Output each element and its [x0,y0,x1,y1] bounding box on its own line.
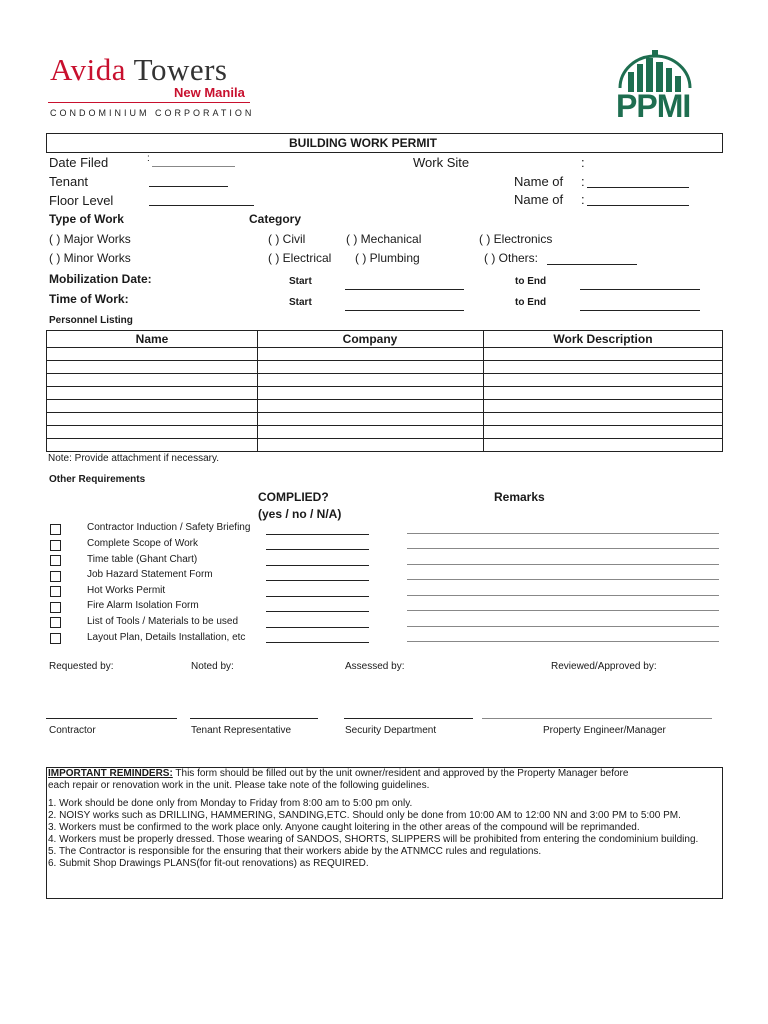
complied-field[interactable] [266,565,369,566]
requirement-label: Contractor Induction / Safety Briefing [87,522,251,533]
complied-heading: COMPLIED? [258,490,329,504]
reminder-item: 6. Submit Shop Drawings PLANS(for fit-out renovations) as REQUIRED. [48,858,369,869]
complied-field[interactable] [266,627,369,628]
tenant-rep-signature-line[interactable] [190,718,318,719]
complied-field[interactable] [266,596,369,597]
column-header-company: Company [342,332,398,346]
requirement-checkbox[interactable] [50,524,61,535]
electrical-option[interactable]: ( ) Electrical [268,251,332,265]
mobilization-start-field[interactable] [345,289,464,290]
security-signature-line[interactable] [344,718,473,719]
mobilization-start-label: Start [289,276,312,287]
complied-field[interactable] [266,580,369,581]
mobilization-end-label: to End [515,276,547,287]
other-requirements-heading: Other Requirements [49,474,146,485]
complied-field[interactable] [266,611,369,612]
time-start-field[interactable] [345,310,464,311]
reminder-item: 5. The Contractor is responsible for the ensuring that their workers abide by the ATNMCC rules and regulations. [48,846,542,857]
contractor-label: Contractor [49,725,96,736]
others-field[interactable] [547,264,637,265]
mobilization-end-field[interactable] [580,289,700,290]
name-of-field-1[interactable] [587,187,689,188]
noted-by-label: Noted by: [191,661,234,672]
reminders-intro-line-2: each repair or renovation work in the unit. Please take note of the following guidelines. [48,780,430,791]
major-works-option[interactable]: ( ) Major Works [49,232,131,246]
complied-field[interactable] [266,549,369,550]
requirement-checkbox[interactable] [50,617,61,628]
table-row[interactable] [47,399,722,400]
time-end-label: to End [515,297,547,308]
requirement-label: Complete Scope of Work [87,538,198,549]
table-row[interactable] [47,386,722,387]
requested-by-label: Requested by: [49,661,114,672]
reminders-heading: IMPORTANT REMINDERS: [48,768,173,779]
requirement-label: Layout Plan, Details Installation, etc [87,632,246,643]
table-row[interactable] [47,412,722,413]
logo-brand: Avida [50,52,126,87]
date-filed-colon: : [147,153,150,164]
remarks-field[interactable] [407,548,719,549]
date-filed-field[interactable] [152,166,235,167]
engineer-signature-line[interactable] [482,718,712,719]
table-row[interactable] [47,438,722,439]
personnel-table [46,330,723,452]
table-row[interactable] [47,347,722,348]
remarks-field[interactable] [407,626,719,627]
requirement-checkbox[interactable] [50,555,61,566]
remarks-field[interactable] [407,579,719,580]
remarks-field[interactable] [407,610,719,611]
table-row[interactable] [47,360,722,361]
floor-level-label: Floor Level [49,193,114,208]
mechanical-option[interactable]: ( ) Mechanical [346,232,422,246]
attachment-note: Note: Provide attachment if necessary. [48,453,220,464]
time-end-field[interactable] [580,310,700,311]
complied-field[interactable] [266,534,369,535]
requirement-label: Job Hazard Statement Form [87,569,213,580]
reviewed-by-label: Reviewed/Approved by: [551,661,657,672]
tenant-label: Tenant [49,174,89,189]
requirement-label: Fire Alarm Isolation Form [87,600,199,611]
requirement-label: Hot Works Permit [87,585,166,596]
name-of-colon-2: : [581,192,585,207]
remarks-field[interactable] [407,564,719,565]
complied-subheading: (yes / no / N/A) [258,507,342,521]
minor-works-option[interactable]: ( ) Minor Works [49,251,131,265]
name-of-colon-1: : [581,174,585,189]
table-row[interactable] [47,373,722,374]
logo-corporation: CONDOMINIUM CORPORATION [50,108,255,118]
logo-brand-towers: Towers [133,52,228,87]
requirement-checkbox[interactable] [50,633,61,644]
remarks-field[interactable] [407,595,719,596]
requirement-checkbox[interactable] [50,571,61,582]
category-heading: Category [249,212,302,226]
reminder-item: 3. Workers must be confirmed to the work place only. Anyone caught loitering in the other areas of the compound will be reprimanded. [48,822,640,833]
requirement-checkbox[interactable] [50,586,61,597]
avida-towers-logo [50,52,227,88]
contractor-signature-line[interactable] [46,718,177,719]
reminders-intro-line-1 [48,768,628,779]
complied-field[interactable] [266,642,369,643]
remarks-heading: Remarks [494,490,545,504]
requirement-label: List of Tools / Materials to be used [87,616,239,627]
column-divider [257,331,258,451]
column-header-name: Name [135,332,169,346]
work-site-label: Work Site [413,155,470,170]
table-row[interactable] [47,425,722,426]
reminder-item: 1. Work should be done only from Monday to Friday from 8:00 am to 5:00 pm only. [48,798,413,809]
time-start-label: Start [289,297,312,308]
electronics-option[interactable]: ( ) Electronics [479,232,553,246]
requirement-label: Time table (Ghant Chart) [87,554,198,565]
plumbing-option[interactable]: ( ) Plumbing [355,251,420,265]
others-option[interactable]: ( ) Others: [484,251,539,265]
ppmi-text: PPMI [616,88,691,124]
logo-location: New Manila [174,85,245,100]
work-site-colon: : [581,155,585,170]
name-of-label-2: Name of [514,192,564,207]
reminders-intro-text: This form should be filled out by the unit owner/resident and approved by the Property Manager before [172,768,629,779]
column-divider [483,331,484,451]
assessed-by-label: Assessed by: [345,661,405,672]
reminder-item: 2. NOISY works such as DRILLING, HAMMERING, SANDING,ETC. Should only be done from 10:00 AM to 12:00 NN and 3:00 PM to 5:00 PM. [48,810,681,821]
tenant-rep-label: Tenant Representative [191,725,292,736]
logo-divider [48,102,250,103]
ppmi-logo [612,48,698,128]
personnel-listing-heading: Personnel Listing [49,315,133,326]
remarks-field[interactable] [407,533,719,534]
time-of-work-label: Time of Work: [49,292,129,306]
civil-option[interactable]: ( ) Civil [268,232,306,246]
reminder-item: 4. Workers must be properly dressed. Those wearing of SANDOS, SHORTS, SLIPPERS will be prohibited from entering the condominium building. [48,834,699,845]
name-of-field-2[interactable] [587,205,689,206]
page-title: BUILDING WORK PERMIT [289,136,437,150]
mobilization-date-label: Mobilization Date: [49,272,152,286]
column-header-work-description: Work Description [553,332,653,346]
requirement-checkbox[interactable] [50,602,61,613]
floor-level-field[interactable] [149,205,254,206]
tenant-field[interactable] [149,186,228,187]
type-of-work-heading: Type of Work [49,212,124,226]
date-filed-label: Date Filed [49,155,109,170]
name-of-label-1: Name of [514,174,564,189]
security-label: Security Department [345,725,437,736]
requirement-checkbox[interactable] [50,540,61,551]
remarks-field[interactable] [407,641,719,642]
engineer-label: Property Engineer/Manager [543,725,666,736]
